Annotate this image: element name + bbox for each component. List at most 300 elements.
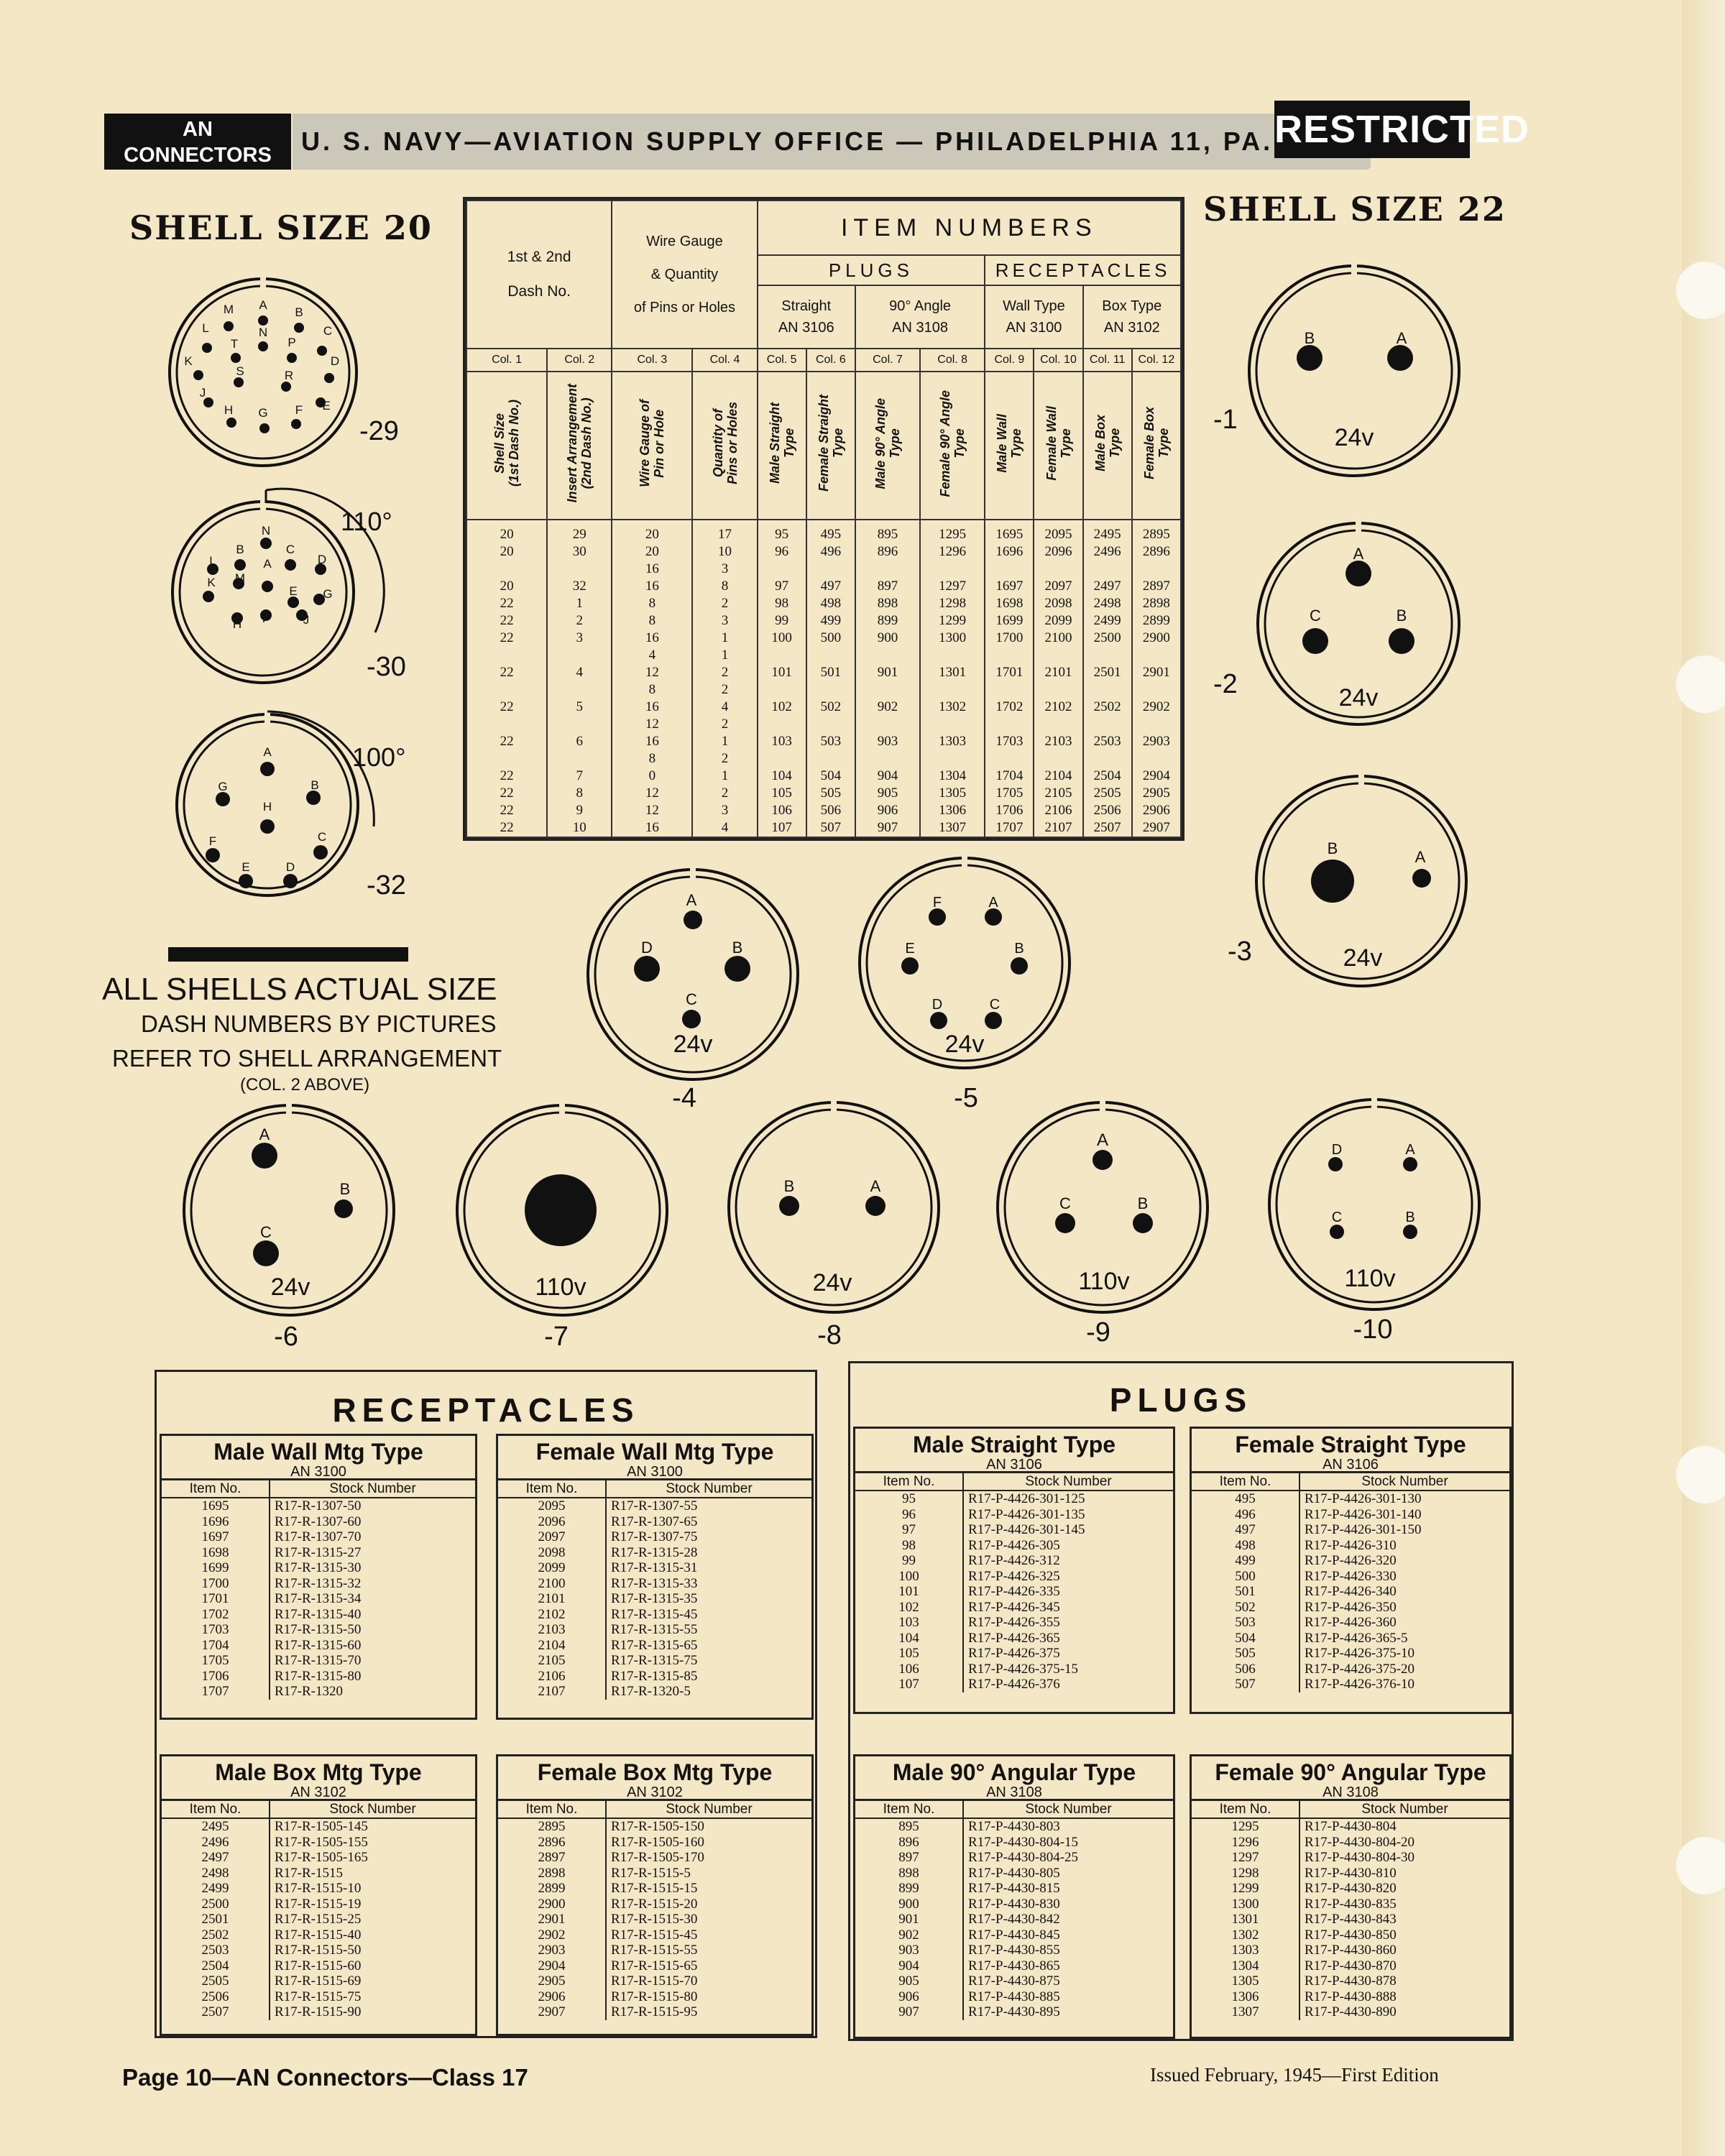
stock-number: R17-P-4430-815 (968, 1881, 1060, 1896)
table-cell: 8 (648, 751, 656, 766)
stock-number: R17-P-4430-804-15 (968, 1834, 1079, 1850)
table-cell: 1302 (939, 699, 967, 714)
shell-size-22-title: SHELL SIZE 22 (1203, 190, 1506, 229)
column-number: Col. 4 (692, 349, 757, 372)
item-number: 2096 (498, 1514, 606, 1530)
table-cell: 1701 (995, 665, 1024, 680)
stock-number: R17-R-1515-60 (275, 1958, 362, 1973)
item-number: 499 (1192, 1553, 1300, 1569)
item-number: 1307 (1192, 2004, 1300, 2020)
table-row (855, 1631, 1173, 1646)
shell-22-5-pin-label: F (932, 895, 942, 911)
column-header: Item No. (498, 1801, 606, 1818)
column-label: Wire Gauge of Pin or Hole (638, 400, 667, 487)
column-header: Item No. (1192, 1801, 1300, 1818)
shell-22-8-pin (865, 1196, 886, 1216)
table-cell: 3 (721, 561, 729, 576)
item-number: 505 (1192, 1646, 1300, 1662)
female-wall-box (496, 1434, 814, 1720)
data-column (1034, 520, 1082, 837)
stock-number: R17-P-4426-375 (968, 1646, 1060, 1661)
stock-number: R17-P-4430-843 (1305, 1912, 1397, 1927)
table-cell: 22 (500, 630, 514, 645)
table-cell (985, 647, 1033, 664)
table-cell: 2905 (1142, 786, 1170, 801)
stock-number: R17-P-4430-855 (968, 1943, 1060, 1958)
column-number: Col. 10 (1034, 349, 1082, 372)
caption-line4: (COL. 2 ABOVE) (240, 1075, 370, 1095)
table-cell: 496 (820, 544, 842, 559)
stock-number: R17-R-1515-5 (611, 1865, 691, 1881)
item-number: 1700 (162, 1576, 270, 1592)
table-row (498, 1653, 811, 1669)
shell-size-20-title: SHELL SIZE 20 (129, 208, 433, 247)
item-number: 2501 (162, 1912, 270, 1927)
table-cell: 12 (645, 803, 659, 818)
table-cell: 2102 (1044, 699, 1072, 714)
box-title-text: Male Wall Mtg Type (213, 1439, 423, 1465)
stock-number: R17-R-1505-155 (275, 1834, 368, 1850)
table-cell: 16 (645, 699, 659, 714)
table-cell: 1299 (939, 613, 967, 628)
shell-20-32-pin (239, 874, 253, 888)
shell-22-1-pin (1387, 345, 1413, 371)
box-title-text: Female 90° Angular Type (1215, 1759, 1486, 1785)
table-row (498, 1897, 811, 1912)
table-cell: 16 (645, 561, 659, 576)
table-cell: 2898 (1142, 596, 1170, 611)
item-number: 2503 (162, 1943, 270, 1958)
table-cell: 2903 (1142, 734, 1170, 749)
shell-20-30-pin (288, 596, 299, 608)
item-number: 2505 (162, 1973, 270, 1989)
table-cell: 22 (500, 734, 514, 749)
table-cell: 1703 (995, 734, 1024, 749)
shell-20-29-pin (224, 321, 234, 331)
receptacles-title: RECEPTACLES (332, 1391, 640, 1429)
column-header: Stock Number (270, 1480, 475, 1498)
female-90-box-title (1192, 1756, 1509, 1801)
table-row (855, 1897, 1173, 1912)
shell-22-1-pin (1297, 345, 1322, 371)
shell-20-29-pin (294, 323, 304, 333)
table-row (498, 1943, 811, 1958)
column-label: Female Straight Type (816, 395, 845, 492)
shell-22-5-pin (985, 1012, 1002, 1029)
stock-number: R17-R-1515-65 (611, 1958, 698, 1973)
stock-number: R17-P-4430-895 (968, 2004, 1060, 2019)
item-number: 97 (855, 1522, 963, 1538)
stock-number: R17-P-4426-301-145 (968, 1522, 1085, 1537)
table-row (162, 1514, 475, 1530)
shell-22-9-pin-label: C (1059, 1194, 1071, 1212)
stock-number: R17-R-1315-31 (611, 1560, 698, 1575)
item-number: 1697 (162, 1529, 270, 1545)
table-row (498, 1818, 811, 1835)
item-number: 1302 (1192, 1927, 1300, 1943)
table-row (855, 1538, 1173, 1554)
table-cell: 896 (877, 544, 898, 559)
item-number: 2907 (498, 2004, 606, 2020)
table-row (498, 1576, 811, 1592)
shell-20-32-pin-label: H (262, 800, 272, 814)
dash-label-9: -9 (1086, 1317, 1110, 1348)
table-cell (1133, 750, 1180, 768)
shell-22-3-pin (1412, 869, 1431, 888)
male-straight-box-title (855, 1429, 1173, 1473)
table-cell: 2097 (1044, 579, 1072, 594)
stock-number: R17-R-1307-60 (275, 1514, 362, 1529)
dash-label-4: -4 (672, 1083, 696, 1113)
shell-20-29-pin-label: N (258, 326, 268, 339)
voltage-label-2: 24v (1338, 684, 1379, 711)
table-cell: 1 (721, 734, 729, 749)
column-group-header: Straight AN 3106 (758, 285, 855, 349)
table-cell (856, 647, 919, 664)
stock-number: R17-R-1515-45 (611, 1927, 698, 1943)
column-header: Stock Number (606, 1480, 811, 1498)
table-row (162, 1897, 475, 1912)
stock-number: R17-P-4430-803 (968, 1819, 1060, 1834)
item-number: 2902 (498, 1927, 606, 1943)
stock-number: R17-R-1307-75 (611, 1529, 698, 1544)
table-cell (985, 681, 1033, 699)
stock-number: R17-P-4426-301-140 (1305, 1506, 1422, 1522)
item-number: 904 (855, 1958, 963, 1974)
table-cell: 22 (500, 596, 514, 611)
box-spec: AN 3108 (986, 1784, 1042, 1800)
item-number: 2101 (498, 1591, 606, 1607)
shell-22-5-pin-label: E (905, 941, 915, 957)
plugs-title: PLUGS (1109, 1381, 1253, 1419)
table-row (1192, 1881, 1509, 1897)
table-cell: 1304 (939, 768, 967, 783)
table-cell: 10 (718, 544, 732, 559)
table-cell: 903 (877, 734, 898, 749)
section-tab-line2: CONNECTORS (124, 144, 272, 167)
column-label: Female Wall Type (1044, 406, 1073, 481)
item-number: 896 (855, 1835, 963, 1851)
column-label: Male Wall Type (995, 414, 1024, 473)
shell-20-29-pin (281, 382, 291, 392)
table-cell: 22 (500, 803, 514, 818)
item-number: 895 (855, 1818, 963, 1835)
table-cell: 1698 (995, 596, 1024, 611)
item-number: 501 (1192, 1584, 1300, 1600)
table-row (855, 1927, 1173, 1943)
table-cell: 8 (648, 596, 656, 611)
shell-20-29-pin (231, 353, 241, 363)
table-cell: 104 (771, 768, 792, 783)
item-number: 2496 (162, 1835, 270, 1851)
stock-number: R17-R-1515-30 (611, 1912, 698, 1927)
data-column (1132, 520, 1181, 837)
table-cell: 500 (820, 630, 842, 645)
item-number: 2897 (498, 1850, 606, 1866)
table-row (162, 1591, 475, 1607)
table-cell: 2497 (1093, 579, 1121, 594)
table-cell: 22 (500, 768, 514, 783)
column-header: Item No. (162, 1480, 270, 1498)
item-number: 1296 (1192, 1835, 1300, 1851)
table-cell (1034, 750, 1082, 768)
table-cell: 3 (576, 630, 583, 645)
column-label-cell (692, 372, 757, 520)
item-number: 1295 (1192, 1818, 1300, 1835)
table-row (162, 1835, 475, 1851)
item-number: 1703 (162, 1622, 270, 1638)
dash-label-6: -6 (274, 1322, 298, 1352)
stock-number: R17-R-1315-30 (275, 1560, 362, 1575)
shell-22-10-pin-label: B (1405, 1210, 1415, 1225)
shell-20-30-pin-label: A (263, 557, 272, 571)
table-cell: 22 (500, 820, 514, 835)
stock-number: R17-P-4430-804-30 (1305, 1850, 1415, 1865)
table-cell: 5 (576, 699, 583, 714)
table-cell: 22 (500, 613, 514, 628)
table-cell: 1697 (995, 579, 1024, 594)
table-cell: 2502 (1093, 699, 1121, 714)
table-row (855, 1507, 1173, 1523)
stock-number: R17-P-4430-870 (1305, 1958, 1397, 1973)
column-header: Item No. (162, 1801, 270, 1818)
shell-20-30-pin-label: J (303, 613, 310, 627)
stock-number: R17-P-4426-375-10 (1305, 1646, 1415, 1661)
table-row (498, 1835, 811, 1851)
female-box-box-table (498, 1801, 811, 2020)
item-number: 2904 (498, 1958, 606, 1974)
receptacles-panel (155, 1370, 817, 2038)
receptacles-header: RECEPTACLES (985, 255, 1181, 285)
table-row (855, 1818, 1173, 1835)
shell-20-32-pin (313, 845, 328, 860)
stock-number: R17-P-4426-340 (1305, 1584, 1397, 1599)
table-cell: 1 (576, 596, 583, 611)
column-header: Stock Number (963, 1801, 1173, 1818)
stock-number: R17-R-1320-5 (611, 1684, 691, 1699)
voltage-label-6: 24v (270, 1273, 310, 1301)
item-number: 498 (1192, 1538, 1300, 1554)
item-number: 900 (855, 1897, 963, 1912)
table-row (1192, 1600, 1509, 1616)
table-cell: 16 (645, 579, 659, 594)
table-cell (467, 681, 546, 699)
table-cell: 95 (775, 527, 789, 542)
table-cell: 16 (645, 734, 659, 749)
stock-number: R17-R-1307-50 (275, 1498, 362, 1514)
shell-20-30-pin-label: M (234, 571, 246, 585)
stock-number: R17-P-4430-830 (968, 1896, 1060, 1912)
male-wall-box (160, 1434, 477, 1720)
table-cell: 2507 (1093, 820, 1121, 835)
stock-number: R17-R-1515-55 (611, 1943, 698, 1958)
item-number: 503 (1192, 1615, 1300, 1631)
column-number: Col. 3 (612, 349, 692, 372)
table-cell: 10 (572, 820, 586, 835)
table-cell (985, 750, 1033, 768)
data-column (547, 520, 612, 837)
shell-22-5-pin-label: A (988, 895, 998, 911)
item-number: 907 (855, 2004, 963, 2020)
table-cell: 20 (645, 544, 659, 559)
caption-line3: REFER TO SHELL ARRANGEMENT (112, 1045, 502, 1072)
shell-20-29-pin-label: S (236, 364, 244, 378)
male-box-box-table (162, 1801, 475, 2020)
table-cell (807, 681, 855, 699)
table-cell: 1306 (939, 803, 967, 818)
table-row (498, 1927, 811, 1943)
table-cell: 0 (648, 768, 656, 783)
table-row (1192, 1677, 1509, 1692)
table-row (1192, 1973, 1509, 1989)
column-header: Item No. (855, 1801, 963, 1818)
table-cell (467, 750, 546, 768)
voltage-label-5: 24v (944, 1031, 985, 1058)
table-cell (856, 561, 919, 578)
stock-number: R17-R-1505-160 (611, 1834, 704, 1850)
table-row (498, 1638, 811, 1654)
table-row (1192, 2004, 1509, 2020)
item-number: 2899 (498, 1881, 606, 1897)
table-cell: 2500 (1093, 630, 1121, 645)
column-label: Quantity of Pins or Holes (710, 402, 740, 485)
table-cell: 2506 (1093, 803, 1121, 818)
stock-number: R17-R-1315-45 (611, 1606, 698, 1622)
stock-number: R17-P-4426-301-135 (968, 1506, 1085, 1522)
item-number: 2900 (498, 1897, 606, 1912)
table-row (162, 2004, 475, 2020)
box-title-text: Male 90° Angular Type (892, 1759, 1136, 1785)
table-cell: 2900 (1142, 630, 1170, 645)
male-box-box-title (162, 1756, 475, 1801)
table-row (855, 1958, 1173, 1974)
table-row (498, 1973, 811, 1989)
table-cell (1034, 716, 1082, 733)
table-cell: 906 (877, 803, 898, 818)
shell-22-2-key-slot (1356, 520, 1361, 532)
caption-line1: ALL SHELLS ACTUAL SIZE (102, 972, 497, 1007)
table-cell: 96 (775, 544, 789, 559)
box-spec: AN 3102 (290, 1784, 346, 1800)
table-cell: 900 (877, 630, 898, 645)
table-cell: 2505 (1093, 786, 1121, 801)
item-number: 2502 (162, 1927, 270, 1943)
item-number: 100 (855, 1569, 963, 1585)
table-row (162, 1498, 475, 1514)
stock-number: R17-R-1315-40 (275, 1606, 362, 1622)
table-cell (548, 750, 611, 768)
column-label-cell (466, 372, 547, 520)
stock-number: R17-R-1505-165 (275, 1850, 368, 1865)
column-label-cell (1083, 372, 1132, 520)
shell-20-30-pin-label: E (289, 584, 298, 598)
item-number: 897 (855, 1850, 963, 1866)
table-cell: 8 (576, 786, 583, 801)
table-cell: 2899 (1142, 613, 1170, 628)
column-group-header: Box Type AN 3102 (1083, 285, 1181, 349)
column-label-cell (1132, 372, 1181, 520)
female-box-box (496, 1754, 814, 2036)
table-cell: 1700 (995, 630, 1024, 645)
table-cell (1133, 647, 1180, 664)
box-title-text: Female Straight Type (1235, 1432, 1466, 1457)
table-row (498, 1545, 811, 1561)
table-cell: 9 (576, 803, 583, 818)
table-cell (467, 561, 546, 578)
table-row (162, 1576, 475, 1592)
shell-22-5-pin (1011, 957, 1028, 975)
shell-20-32-pin (260, 819, 275, 834)
table-cell: 2103 (1044, 734, 1072, 749)
table-row (855, 1989, 1173, 2005)
stock-number: R17-P-4430-804-20 (1305, 1834, 1415, 1850)
table-cell: 1707 (995, 820, 1024, 835)
item-number: 905 (855, 1973, 963, 1989)
item-number: 1297 (1192, 1850, 1300, 1866)
shell-22-8-pin-label: A (870, 1177, 881, 1195)
shell-20-29-key-slot (260, 276, 266, 287)
shell-20-30-pin (260, 538, 272, 549)
shell-22-6-pin-label: A (259, 1125, 270, 1143)
table-cell (1034, 561, 1082, 578)
table-cell: 2895 (1142, 527, 1170, 542)
table-cell (1034, 647, 1082, 664)
column-header: Item No. (498, 1480, 606, 1498)
shell-22-6-pin-label: B (339, 1180, 351, 1198)
caption-rule (168, 947, 408, 962)
item-number: 901 (855, 1912, 963, 1927)
column-label-cell (547, 372, 612, 520)
shell-22-10-pin (1403, 1157, 1417, 1171)
table-cell: 4 (721, 699, 729, 714)
stock-number: R17-R-1315-50 (275, 1622, 362, 1637)
table-cell: 495 (820, 527, 842, 542)
stock-number: R17-P-4430-810 (1305, 1865, 1397, 1881)
table-row (1192, 1491, 1509, 1507)
female-wall-box-table (498, 1480, 811, 1700)
table-cell: 1305 (939, 786, 967, 801)
item-number: 1298 (1192, 1866, 1300, 1881)
stock-number: R17-P-4426-301-125 (968, 1491, 1085, 1506)
table-row (855, 1866, 1173, 1881)
item-number: 898 (855, 1866, 963, 1881)
shell-20-30-pin (203, 591, 214, 602)
item-number: 2107 (498, 1684, 606, 1700)
data-column (855, 520, 920, 837)
table-cell: 4 (721, 820, 729, 835)
column-label: Female Box Type (1141, 407, 1171, 480)
table-row (1192, 1538, 1509, 1554)
shell-22-9-pin (1133, 1213, 1153, 1233)
table-cell: 2906 (1142, 803, 1170, 818)
item-number: 96 (855, 1507, 963, 1523)
column-header: Item No. (1192, 1473, 1300, 1491)
column-number: Col. 8 (920, 349, 985, 372)
table-cell: 503 (820, 734, 842, 749)
dash-label-30: -30 (367, 652, 406, 682)
table-cell: 2501 (1093, 665, 1121, 680)
table-cell: 107 (771, 820, 792, 835)
table-cell: 2104 (1044, 768, 1072, 783)
item-number: 504 (1192, 1631, 1300, 1646)
shell-22-1-pin-label: B (1304, 329, 1315, 347)
stock-number: R17-R-1515-15 (611, 1881, 698, 1896)
table-cell (1084, 647, 1131, 664)
stock-number: R17-P-4426-335 (968, 1584, 1060, 1599)
table-row (498, 1989, 811, 2005)
female-90-box-table (1192, 1801, 1509, 2020)
table-cell: 1300 (939, 630, 967, 645)
